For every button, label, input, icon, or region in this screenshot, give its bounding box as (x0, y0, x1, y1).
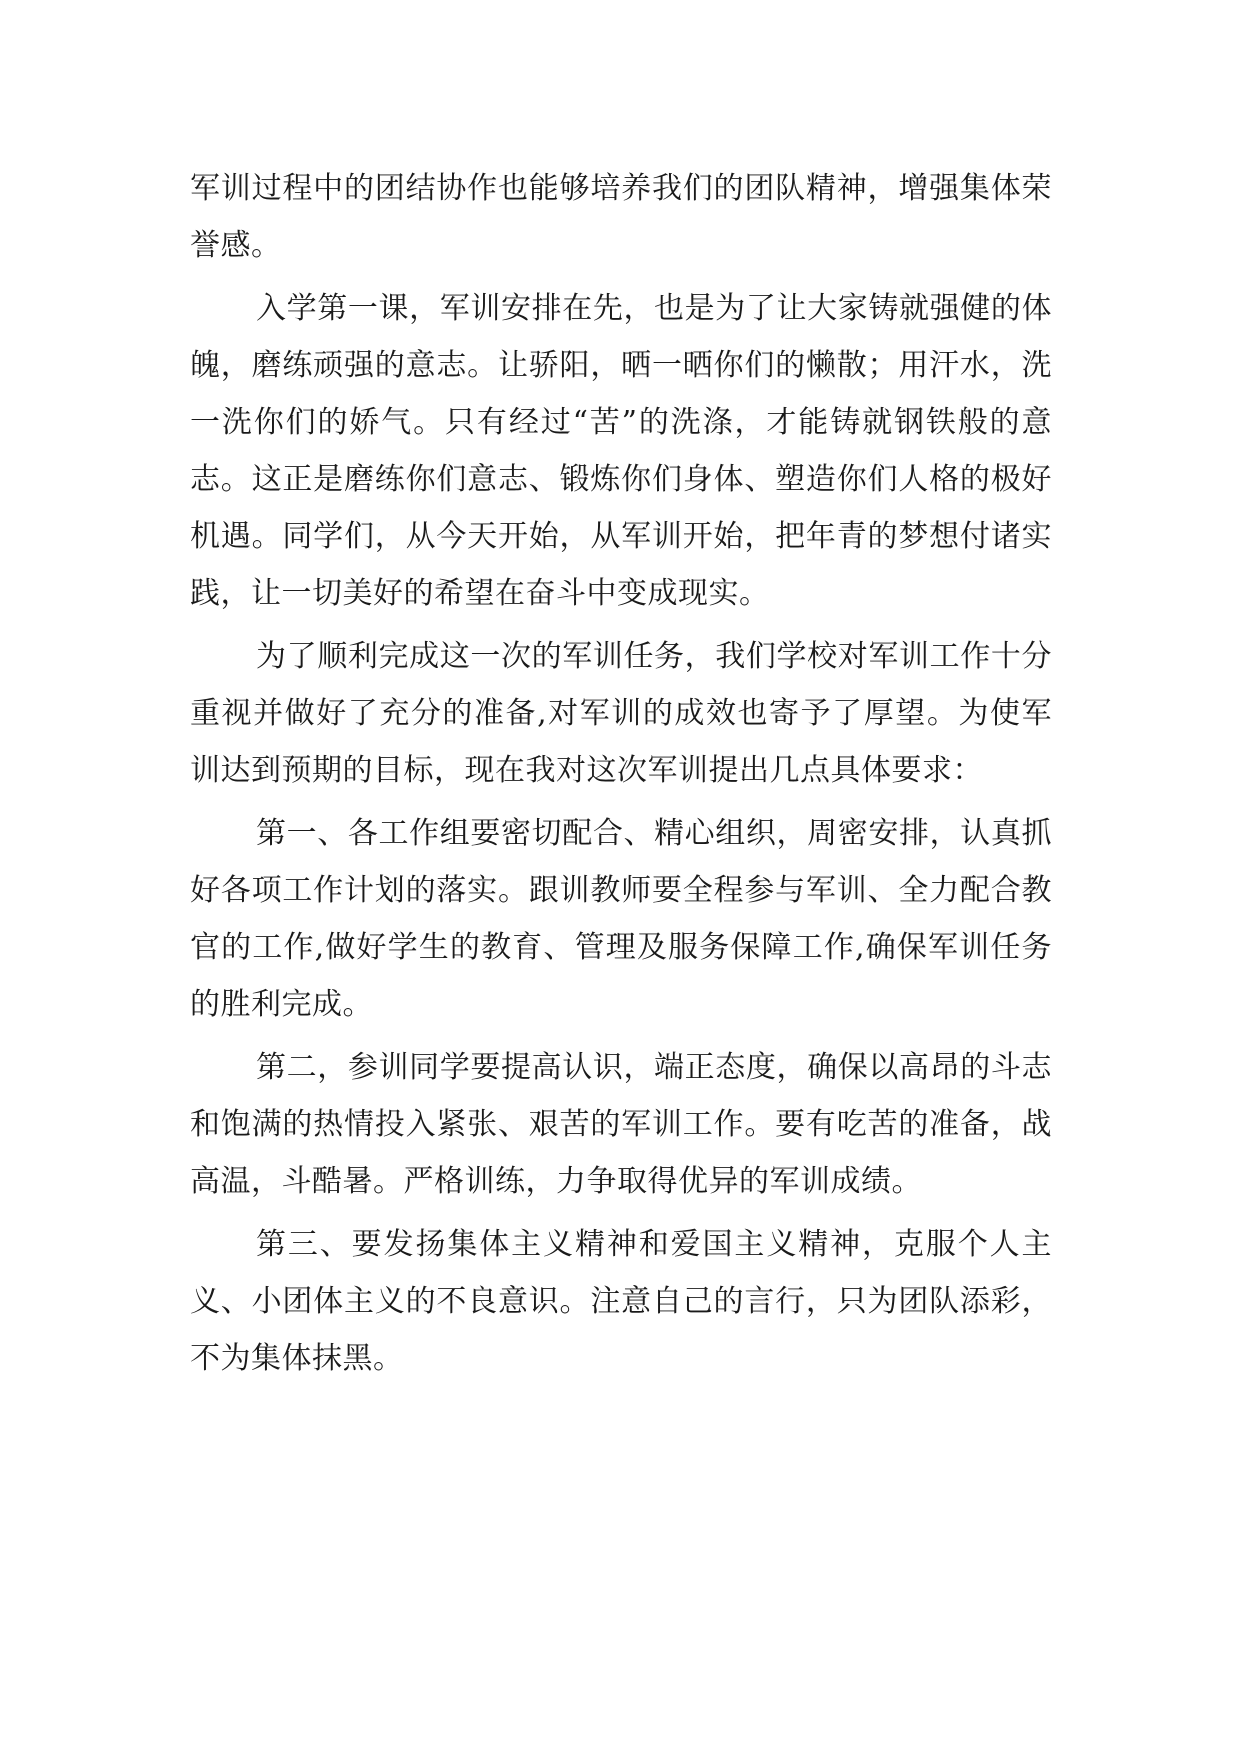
paragraph-continuation: 军训过程中的团结协作也能够培养我们的团队精神，增强集体荣誉感。 (190, 171, 1052, 263)
paragraph-first-lesson: 入学第一课，军训安排在先，也是为了让大家铸就强健的体魄，磨练顽强的意志。让骄阳，晒一晒你们的懒散；用汗水，洗一洗你们的娇气。只有经过“苦”的洗涤，才能铸就钢铁般的意志。这正是磨练你们意志、锻炼你们身体、塑造你们人格的极好机遇。同学们，从今天开始，从军训开始，把年青的梦想付诸实践，让一切美好的希望在奋斗中变成现实。 (190, 291, 1052, 611)
document-body (190, 160, 1052, 1393)
paragraph-school-preparation: 为了顺利完成这一次的军训任务，我们学校对军训工作十分重视并做好了充分的准备,对军训的成效也寄予了厚望。为使军训达到预期的目标，现在我对这次军训提出几点具体要求： (190, 639, 1052, 788)
paragraph-requirement-one: 第一、各工作组要密切配合、精心组织，周密安排，认真抓好各项工作计划的落实。跟训教师要全程参与军训、全力配合教官的工作,做好学生的教育、管理及服务保障工作,确保军训任务的胜利完成。 (190, 816, 1052, 1022)
paragraph-requirement-two: 第二，参训同学要提高认识，端正态度，确保以高昂的斗志和饱满的热情投入紧张、艰苦的军训工作。要有吃苦的准备，战高温，斗酷暑。严格训练，力争取得优异的军训成绩。 (190, 1050, 1052, 1199)
paragraph-requirement-three: 第三、要发扬集体主义精神和爱国主义精神，克服个人主义、小团体主义的不良意识。注意自己的言行，只为团队添彩，不为集体抹黑。 (190, 1227, 1052, 1376)
